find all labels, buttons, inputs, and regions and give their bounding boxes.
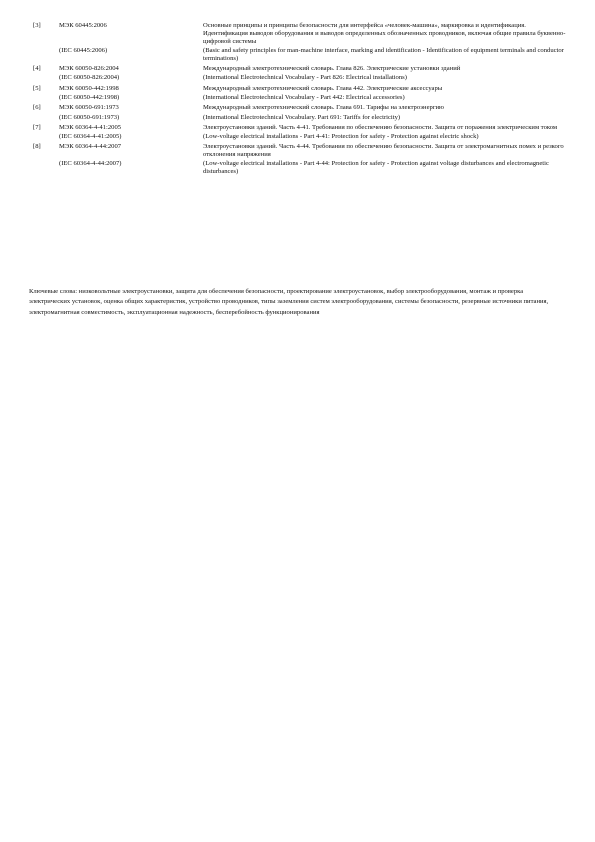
reference-intl-code: (IEC 60364-4-41:2005)	[59, 133, 122, 141]
reference-number: [6]	[33, 104, 41, 112]
reference-intl-entry	[33, 133, 568, 141]
reference-entry	[33, 143, 568, 159]
reference-number: [3]	[33, 22, 41, 29]
reference-intl-entry	[33, 74, 568, 82]
reference-code: МЭК 60364-4-41:2005	[59, 123, 122, 131]
bibliography-list	[33, 22, 568, 178]
reference-title: Международный электротехнический словарь. Глава 442. Электрические аксессуары	[203, 84, 443, 92]
reference-code: МЭК 60445:2006	[59, 22, 107, 29]
reference-intl-code: (IEC 60050-691:1973)	[59, 113, 120, 121]
reference-intl-entry	[33, 160, 568, 176]
reference-intl-entry	[33, 47, 568, 63]
reference-intl-title: (International Electrotechnical Vocabulary - Part 826: Electrical installations)	[203, 74, 407, 82]
reference-entry	[33, 22, 568, 45]
reference-intl-entry	[33, 114, 568, 122]
keywords-paragraph: Ключевые слова: низковольтные электроустановки, защита для обеспечения безопасности, проектирование электроустановок, выбор электрооборудования, монтаж и проверка электрических установок, оценка общих характеристик, устройство проводников, типы заземления систем электрооборудования, системы безопасности, резервные источники питания, электромагнитная совместимость, эксплуатационная надежность, бесперебойность функционирования	[29, 288, 549, 316]
reference-number: [4]	[33, 64, 41, 72]
reference-intl-code: (IEC 60445:2006)	[59, 46, 108, 54]
reference-intl-title: (Low-voltage electrical installations - Part 4-41: Protection for safety - Protection against electric shock)	[203, 133, 479, 141]
reference-intl-code: (IEC 60364-4-44:2007)	[59, 160, 122, 168]
reference-intl-code: (IEC 60050-442:1998)	[59, 93, 120, 101]
reference-code: МЭК 60050-826:2004	[59, 64, 119, 72]
reference-entry	[33, 65, 568, 73]
reference-entry	[33, 85, 568, 93]
reference-entry	[33, 124, 568, 132]
reference-intl-entry	[33, 94, 568, 102]
reference-number: [5]	[33, 84, 41, 92]
reference-title: Международный электротехнический словарь. Глава 826. Электрические установки зданий	[203, 64, 461, 72]
reference-title: Электроустановки зданий. Часть 4-41. Требования по обеспечению безопасности. Защита от поражения электрическим током	[203, 123, 558, 131]
reference-code: МЭК 60050-691:1973	[59, 104, 119, 112]
reference-title: Основные принципы и принципы безопасности для интерфейса «человек-машина», маркировка и идентификация. Идентификация выводов оборудования и выводов определенных обозначенных проводников, включая общие правила буквенно-цифровой системы	[203, 22, 566, 45]
reference-title: Международный электротехнический словарь. Глава 691. Тарифы на электроэнергию	[203, 104, 444, 112]
reference-title: Электроустановки зданий. Часть 4-44. Требования по обеспечению безопасности. Защита от электромагнитных помех и резкого отклонения напряжения	[203, 143, 564, 159]
reference-intl-title: (International Electrotechnical Vocabulary - Part 442: Electrical accessories)	[203, 93, 405, 101]
reference-number: [7]	[33, 123, 41, 131]
reference-intl-title: (Low-voltage electrical installations - Part 4-44: Protection for safety - Protection against voltage disturbances and electromagnetic disturbances)	[203, 160, 549, 176]
reference-entry	[33, 104, 568, 112]
reference-intl-code: (IEC 60050-826:2004)	[59, 74, 120, 82]
reference-code: МЭК 60364-4-44:2007	[59, 143, 122, 151]
reference-intl-title: (Basic and safety principles for man-machine interface, marking and identification - Identification of equipment terminals and conductor terminations)	[203, 46, 564, 62]
reference-code: МЭК 60050-442:1998	[59, 84, 119, 92]
reference-intl-title: (International Electrotechnical Vocabulary. Part 691: Tariffs for electricity)	[203, 113, 401, 121]
reference-number: [8]	[33, 143, 41, 151]
